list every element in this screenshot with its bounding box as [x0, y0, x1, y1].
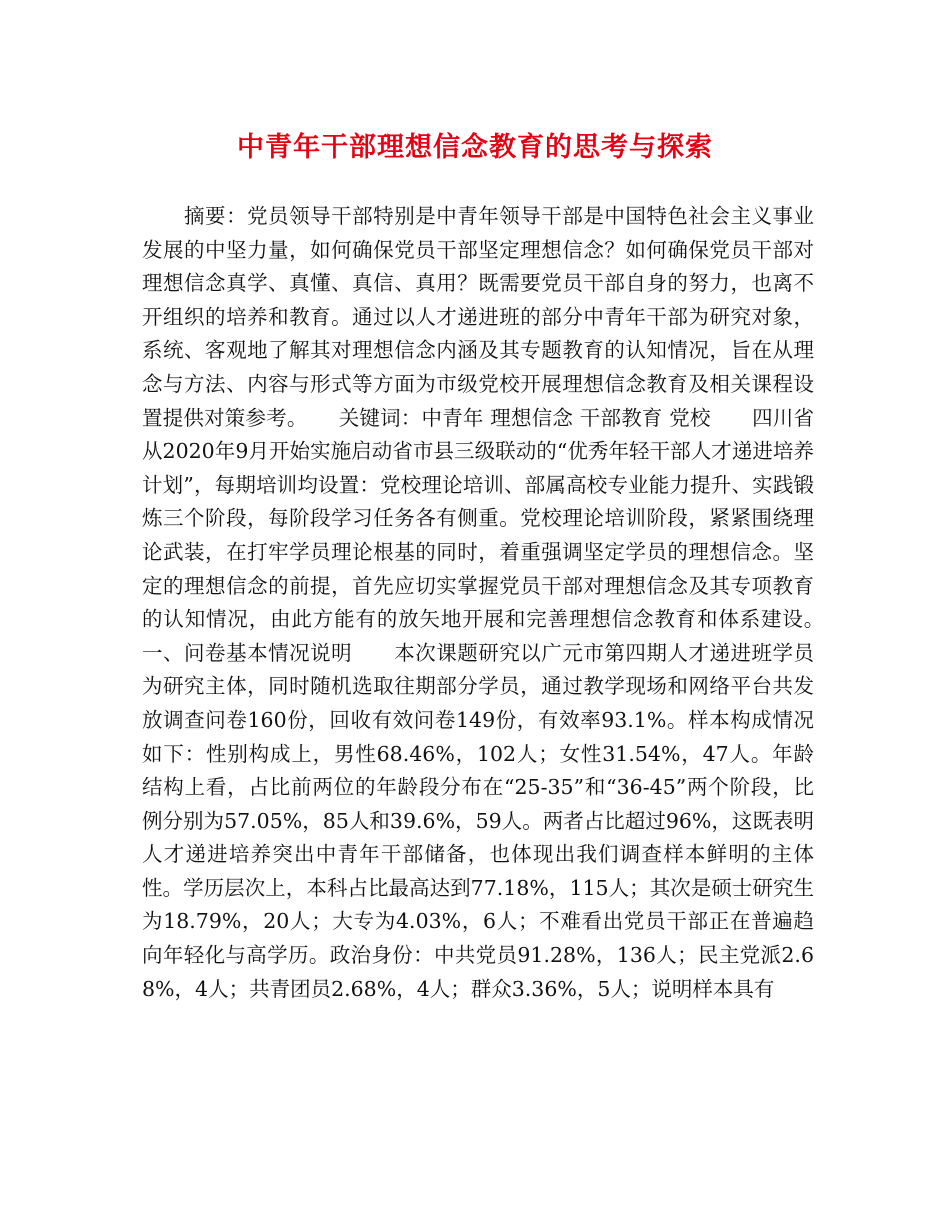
document-body: 摘要：党员领导干部特别是中青年领导干部是中国特色社会主义事业发展的中坚力量，如何确保党员干部坚定理想信念？如何确保党员干部对理想信念真学、真懂、真信、真用？既需要党员干部自身的努力，也离不开组织的培养和教育。通过以人才递进班的部分中青年干部为研究对象，系统、客观地了解其对理想信念内涵及其专题教育的认知情况，旨在从理念与方法、内容与形式等方面为市级党校开展理想信念教育及相关课程设置提供对策参考。 关键词：中青年 理想信念 干部教育 党校 四川省从2020年9月开始实施启动省市县三级联动的“优秀年轻干部人才递进培养计划”，每期培训均设置：党校理论培训、部属高校专业能力提升、实践锻炼三个阶段，每阶段学习任务各有侧重。党校理论培训阶段，紧紧围绕理论武装，在打牢学员理论根基的同时，着重强调坚定学员的理想信念。坚定的理想信念的前提，首先应切实掌握党员干部对理想信念及其专项教育的认知情况，由此方能有的放矢地开展和完善理想信念教育和体系建设。 一、问卷基本情况说明 本次课题研究以广元市第四期人才递进班学员为研究主体，同时随机选取往期部分学员，通过教学现场和网络平台共发放调查问卷160份，回收有效问卷149份，有效率93.1%。样本构成情况如下：性别构成上，男性68.46%，102人；女性31.54%，47人。年龄结构上看，占比前两位的年龄段分布在“25-35”和“36-45”两个阶段，比例分别为57.05%，85人和39.6%，59人。两者占比超过96%，这既表明人才递进培养突出中青年干部储备，也体现出我们调查样本鲜明的主体性。学历层次上，本科占比最高达到77.18%，115人；其次是硕士研究生为18.79%，20人；大专为4.03%，6人；不难看出党员干部正在普遍趋向年轻化与高学历。政治身份：中共党员91.28%，136人；民主党派2.68%，4人；共青团员2.68%，4人；群众3.36%，5人；说明样本具有 — [142, 204, 855, 1001]
document-title: 中青年干部理想信念教育的思考与探索 — [237, 132, 713, 163]
